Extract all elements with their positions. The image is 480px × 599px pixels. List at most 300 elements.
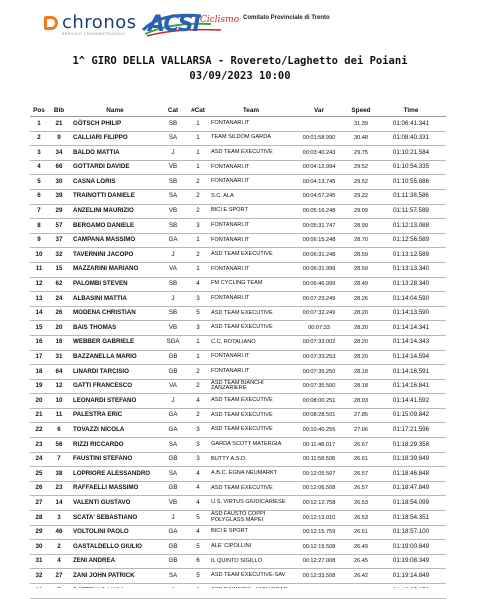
- cell-speed: 28.70: [346, 233, 376, 248]
- cell-time: 01:18:39.849: [376, 452, 446, 467]
- cell-var: 00:04:12.994: [292, 160, 346, 175]
- cell-catpos: 1: [186, 146, 210, 161]
- cell-team: FONTANARI.IT: [210, 365, 292, 380]
- race-date-time: 03/09/2023 10:00: [189, 70, 291, 82]
- cell-catpos: 4: [186, 277, 210, 292]
- acsi-ciclismo-text: Ciclismo: [200, 15, 240, 25]
- cell-speed: 29.09: [346, 204, 376, 219]
- cell-name: ZANI JOHN PATRICK: [70, 569, 160, 584]
- cell-cat: SB: [160, 306, 186, 321]
- cell-team: FONTANARI.IT: [210, 175, 292, 190]
- cell-speed: 29.75: [346, 146, 376, 161]
- cell-speed: 28.49: [346, 277, 376, 292]
- cell-pos: 13: [30, 292, 48, 307]
- cell-name: VOLTOLINI PAOLO: [70, 525, 160, 540]
- cell-team: BICI E SPORT: [210, 204, 292, 219]
- table-row: [30, 365, 446, 380]
- table-row: [30, 146, 446, 161]
- cell-var: 00:12:15.759: [292, 525, 346, 540]
- cell-team: ASD TEAM EXECUTIVE: [210, 423, 292, 438]
- cell-speed: 26.67: [346, 438, 376, 453]
- cell-catpos: 2: [186, 248, 210, 263]
- cell-speed: 26.53: [346, 511, 376, 526]
- cell-var: 00:06:15.248: [292, 233, 346, 248]
- cell-team: BICI E SPORT: [210, 525, 292, 540]
- cell-speed: 30.48: [346, 131, 376, 146]
- cell-cat: SB: [160, 219, 186, 234]
- cell-speed: 26.57: [346, 467, 376, 482]
- cell-pos: 8: [30, 219, 48, 234]
- cell-cat: GB: [160, 350, 186, 365]
- table-row: [30, 306, 446, 321]
- chronos-d-icon: [44, 16, 58, 30]
- cell-speed: 28.18: [346, 379, 376, 394]
- cell-time: 01:19:08.349: [376, 554, 446, 569]
- cell-bib: 14: [48, 496, 70, 511]
- cell-pos: 25: [30, 467, 48, 482]
- cell-time: 01:18:29.358: [376, 438, 446, 453]
- table-row: [30, 467, 446, 482]
- cell-name: TRAINOTTI DANIELE: [70, 189, 160, 204]
- cell-speed: 28.99: [346, 219, 376, 234]
- cell-catpos: 2: [186, 204, 210, 219]
- cell-catpos: 1: [186, 233, 210, 248]
- cell-catpos: 4: [186, 467, 210, 482]
- cell-time: 01:14:14.341: [376, 321, 446, 336]
- cell-time: 01:18:57.100: [376, 525, 446, 540]
- cell-bib: 11: [48, 408, 70, 423]
- cell-team: FONTANARI.IT: [210, 160, 292, 175]
- cell-cat: GA: [160, 423, 186, 438]
- cell-speed: 28.59: [346, 262, 376, 277]
- cell-pos: 24: [30, 452, 48, 467]
- cell-catpos: 3: [186, 452, 210, 467]
- cell-catpos: 3: [186, 423, 210, 438]
- cell-name: BALDO MATTIA: [70, 146, 160, 161]
- cell-catpos: 5: [186, 569, 210, 584]
- cell-team: ASD TEAM EXECUTIVE: [210, 306, 292, 321]
- cell-catpos: 3: [186, 292, 210, 307]
- col-header-var: Var: [292, 104, 346, 117]
- cell-name: MAZZARINI MARIANO: [70, 262, 160, 277]
- table-row: [30, 204, 446, 219]
- cell-time: 01:19:14.849: [376, 569, 446, 584]
- cell-team: FONTANARI.IT: [210, 219, 292, 234]
- cell-catpos: 3: [186, 321, 210, 336]
- cell-team: FONTANARI.IT: [210, 350, 292, 365]
- cell-bib: 66: [48, 160, 70, 175]
- cell-var: 00:12:06.508: [292, 481, 346, 496]
- cell-cat: SB: [160, 175, 186, 190]
- cell-speed: 28.20: [346, 350, 376, 365]
- cell-bib: 20: [48, 321, 70, 336]
- cell-time: 01:19:00.849: [376, 540, 446, 555]
- cell-time: 01:18:47.849: [376, 481, 446, 496]
- cell-cat: SA: [160, 189, 186, 204]
- cell-pos: 10: [30, 248, 48, 263]
- cell-cat: SB: [160, 117, 186, 132]
- cell-pos: 26: [30, 481, 48, 496]
- cell-cat: J: [160, 248, 186, 263]
- table-row: [30, 262, 446, 277]
- cell-speed: 28.20: [346, 335, 376, 350]
- cell-bib: 2: [48, 540, 70, 555]
- cell-catpos: 4: [186, 496, 210, 511]
- cell-pos: 1: [30, 117, 48, 132]
- cell-catpos: 1: [186, 335, 210, 350]
- table-row: [30, 292, 446, 307]
- cell-time: 01:15:09.842: [376, 408, 446, 423]
- cell-speed: 26.53: [346, 496, 376, 511]
- col-header-time: Time: [376, 104, 446, 117]
- cell-bib: 34: [48, 146, 70, 161]
- cell-bib: 26: [48, 306, 70, 321]
- cell-speed: 28.20: [346, 321, 376, 336]
- cell-name: PALOMBI STEVEN: [70, 277, 160, 292]
- table-row: [30, 277, 446, 292]
- cell-cat: SA: [160, 438, 186, 453]
- cell-catpos: 4: [186, 525, 210, 540]
- cell-name: ALBASINI MATTIA: [70, 292, 160, 307]
- cell-var: 00:12:33.508: [292, 569, 346, 584]
- col-header-catpos: #Cat: [186, 104, 210, 117]
- cell-team: S.C. ALA: [210, 189, 292, 204]
- table-row: [30, 394, 446, 409]
- cell-time: 01:13:12.589: [376, 248, 446, 263]
- cell-team: FM CYCLING TEAM: [210, 277, 292, 292]
- cell-bib: 32: [48, 248, 70, 263]
- cell-bib: 16: [48, 335, 70, 350]
- results-header-row: [30, 104, 446, 117]
- cell-var: 00:07:35.250: [292, 365, 346, 380]
- cell-time: 01:12:56.589: [376, 233, 446, 248]
- cell-catpos: 2: [186, 189, 210, 204]
- col-header-speed: Speed: [346, 104, 376, 117]
- cell-time: 01:08:40.331: [376, 131, 446, 146]
- cell-catpos: 5: [186, 306, 210, 321]
- cell-pos: 23: [30, 438, 48, 453]
- cell-var: 00:07:32.249: [292, 306, 346, 321]
- cell-var: 00:06:31.999: [292, 262, 346, 277]
- cell-time: 01:14:04.590: [376, 292, 446, 307]
- table-row: [30, 131, 446, 146]
- cell-speed: 28.18: [346, 365, 376, 380]
- cell-var: 00:12:05.507: [292, 467, 346, 482]
- cell-bib: 56: [48, 438, 70, 453]
- cell-team: U.S. VIRTUS GIUDICARIESE: [210, 496, 292, 511]
- cell-team: BUTTY A.S.D.: [210, 452, 292, 467]
- cell-pos: 18: [30, 365, 48, 380]
- cell-team: ASD TEAM EXECUTIVE: [210, 481, 292, 496]
- cell-team: FONTANARI.IT: [210, 117, 292, 132]
- chronos-logo: [44, 12, 137, 33]
- cell-team: ASD TEAM EXECUTIVE: [210, 408, 292, 423]
- table-row: [30, 248, 446, 263]
- cell-cat: SB: [160, 277, 186, 292]
- cell-catpos: 3: [186, 219, 210, 234]
- table-row: [30, 350, 446, 365]
- cell-team: TEAM SILDOM GARDA: [210, 131, 292, 146]
- cell-var: 00:07:33: [292, 321, 346, 336]
- cell-name: BERGAMO DANIELE: [70, 219, 160, 234]
- cell-var: 00:08:28.501: [292, 408, 346, 423]
- cell-time: 01:14:41.592: [376, 394, 446, 409]
- cell-time: 01:14:14.594: [376, 350, 446, 365]
- cell-team: ASD TEAM EXECUTIVE: [210, 321, 292, 336]
- cell-speed: 26.57: [346, 481, 376, 496]
- cell-cat: J: [160, 394, 186, 409]
- cell-cat: VA: [160, 379, 186, 394]
- cell-cat: GB: [160, 365, 186, 380]
- cell-var: [292, 117, 346, 132]
- cell-pos: 17: [30, 350, 48, 365]
- cell-cat: VB: [160, 204, 186, 219]
- cell-cat: GA: [160, 233, 186, 248]
- cell-cat: SA: [160, 467, 186, 482]
- cell-speed: 28.03: [346, 394, 376, 409]
- results-table: [30, 104, 446, 599]
- table-row: [30, 569, 446, 584]
- cell-bib: 64: [48, 365, 70, 380]
- cell-catpos: 4: [186, 394, 210, 409]
- cell-bib: 27: [48, 569, 70, 584]
- cell-pos: 2: [30, 131, 48, 146]
- cell-speed: 29.22: [346, 189, 376, 204]
- col-header-pos: Pos: [30, 104, 48, 117]
- cell-pos: 4: [30, 160, 48, 175]
- cell-bib: 12: [48, 379, 70, 394]
- cell-time: 01:14:16.591: [376, 365, 446, 380]
- cell-speed: 28.26: [346, 292, 376, 307]
- cell-var: 00:10:40.255: [292, 423, 346, 438]
- cell-var: 00:12:13.010: [292, 511, 346, 526]
- cell-time: 01:11:38.586: [376, 189, 446, 204]
- cell-name: TOVAZZI NICOLA: [70, 423, 160, 438]
- cell-bib: 62: [48, 277, 70, 292]
- cell-name: CALLIARI FILIPPO: [70, 131, 160, 146]
- table-row: [30, 160, 446, 175]
- cell-team: ASD TEAM EXECUTIVE: [210, 248, 292, 263]
- cell-speed: 28.59: [346, 248, 376, 263]
- cell-cat: SA: [160, 569, 186, 584]
- chronos-logo-text: chronos: [62, 12, 137, 33]
- cell-cat: GB: [160, 554, 186, 569]
- cell-cat: VB: [160, 496, 186, 511]
- cell-name: PALESTRA ERIC: [70, 408, 160, 423]
- cell-catpos: 1: [186, 117, 210, 132]
- cell-pos: 22: [30, 423, 48, 438]
- cell-pos: 20: [30, 394, 48, 409]
- cell-time: 01:10:21.584: [376, 146, 446, 161]
- cell-name: MODENA CHRISTIAN: [70, 306, 160, 321]
- cell-catpos: 1: [186, 350, 210, 365]
- cell-cat: GB: [160, 452, 186, 467]
- cell-name: GATTI FRANCESCO: [70, 379, 160, 394]
- cell-time: 01:14:13.590: [376, 306, 446, 321]
- cell-cat: J: [160, 146, 186, 161]
- cell-pos: 19: [30, 379, 48, 394]
- cell-bib: 38: [48, 467, 70, 482]
- cell-pos: 5: [30, 175, 48, 190]
- cell-name: TAVERNINI JACOPO: [70, 248, 160, 263]
- table-row: [30, 496, 446, 511]
- cell-bib: 30: [48, 175, 70, 190]
- cell-var: 00:03:40.243: [292, 146, 346, 161]
- cell-team: ASD TEAM EXECUTIVE-SAV: [210, 569, 292, 584]
- cell-name: FAUSTINI STEFANO: [70, 452, 160, 467]
- cell-var: 00:07:33.002: [292, 335, 346, 350]
- cell-team: IL QUINTO SIGILLO: [210, 554, 292, 569]
- cell-team: ASD FAUSTO COPPI POLYGLASS MAPEI: [210, 511, 292, 526]
- cell-pos: 28: [30, 511, 48, 526]
- cell-time: 01:17:21.596: [376, 423, 446, 438]
- table-row: [30, 321, 446, 336]
- cell-pos: 7: [30, 204, 48, 219]
- col-header-bib: Bib: [48, 104, 70, 117]
- cell-team: C.C. ROTALIANO: [210, 335, 292, 350]
- cell-catpos: 2: [186, 408, 210, 423]
- cell-cat: J: [160, 511, 186, 526]
- cell-catpos: 1: [186, 160, 210, 175]
- cell-name: BAZZANELLA MARIO: [70, 350, 160, 365]
- table-row: [30, 117, 446, 132]
- cell-team: ASD TEAM BIANCHI ZANZARIERE: [210, 379, 292, 394]
- col-header-team: Team: [210, 104, 292, 117]
- table-row: [30, 525, 446, 540]
- cell-name: CAMPANA MASSIMO: [70, 233, 160, 248]
- cell-bib: 23: [48, 481, 70, 496]
- cell-speed: 26.42: [346, 569, 376, 584]
- cell-cat: J: [160, 292, 186, 307]
- cell-team: FONTANARI.IT: [210, 233, 292, 248]
- chronos-tagline: SERVIZIO CRONOMETRAGGIO: [62, 32, 126, 36]
- cell-pos: 6: [30, 189, 48, 204]
- cell-bib: 10: [48, 394, 70, 409]
- cell-var: 00:07:35.500: [292, 379, 346, 394]
- cell-pos: 30: [30, 540, 48, 555]
- results-body: [30, 117, 446, 599]
- cell-name: WEBBER GABRIELE: [70, 335, 160, 350]
- cell-time: 01:12:13.088: [376, 219, 446, 234]
- race-title: 1^ GIRO DELLA VALLARSA - Rovereto/Laghetto dei Poiani: [72, 55, 408, 67]
- cell-team: A.B.C. EGNA NEUMARKT: [210, 467, 292, 482]
- cell-name: ZENI ANDREA: [70, 554, 160, 569]
- cell-var: 00:11:48.017: [292, 438, 346, 453]
- cell-var: 00:11:58.508: [292, 452, 346, 467]
- table-row: [30, 219, 446, 234]
- cell-catpos: 1: [186, 131, 210, 146]
- cell-pos: 16: [30, 335, 48, 350]
- col-header-name: Name: [70, 104, 160, 117]
- cell-bib: 4: [48, 554, 70, 569]
- table-row: [30, 335, 446, 350]
- cell-team: GARDA SCOTT MATERGIA: [210, 438, 292, 453]
- committee-name: Comitato Provinciale di Trento: [243, 15, 330, 21]
- table-row: [30, 408, 446, 423]
- cell-var: 00:06:46.999: [292, 277, 346, 292]
- cell-time: 01:18:54.099: [376, 496, 446, 511]
- cell-speed: 26.49: [346, 540, 376, 555]
- cell-pos: 21: [30, 408, 48, 423]
- cell-time: 01:18:54.351: [376, 511, 446, 526]
- cell-speed: 26.51: [346, 525, 376, 540]
- cell-var: 00:12:12.758: [292, 496, 346, 511]
- cell-name: RIZZI RICCARDO: [70, 438, 160, 453]
- cell-time: 01:18:46.848: [376, 467, 446, 482]
- cell-catpos: 3: [186, 438, 210, 453]
- cell-var: 00:01:58.990: [292, 131, 346, 146]
- cell-team: FONTANARI.IT: [210, 262, 292, 277]
- col-header-cat: Cat: [160, 104, 186, 117]
- cell-var: 00:04:57.245: [292, 189, 346, 204]
- cell-time: 01:10:55.086: [376, 175, 446, 190]
- cell-catpos: 2: [186, 175, 210, 190]
- cell-speed: 27.85: [346, 408, 376, 423]
- cell-speed: 27.06: [346, 423, 376, 438]
- cell-cat: SA: [160, 131, 186, 146]
- cell-pos: 31: [30, 554, 48, 569]
- cell-cat: GA: [160, 525, 186, 540]
- cell-team: ASD TEAM EXECUTIVE: [210, 146, 292, 161]
- table-row: [30, 423, 446, 438]
- cell-cat: GB: [160, 481, 186, 496]
- cell-pos: 14: [30, 306, 48, 321]
- cell-pos: 27: [30, 496, 48, 511]
- table-row: [30, 481, 446, 496]
- cell-time: 01:13:13.340: [376, 262, 446, 277]
- cell-cat: SGA: [160, 335, 186, 350]
- cell-pos: 9: [30, 233, 48, 248]
- cell-name: RAFFAELLI MASSIMO: [70, 481, 160, 496]
- cell-team: ASD TEAM EXECUTIVE: [210, 394, 292, 409]
- cell-speed: 26.61: [346, 452, 376, 467]
- cell-time: 01:14:14.343: [376, 335, 446, 350]
- cell-var: 00:08:00.251: [292, 394, 346, 409]
- cell-name: GÖTSCH PHILIP: [70, 117, 160, 132]
- cell-bib: 46: [48, 525, 70, 540]
- cell-bib: 9: [48, 131, 70, 146]
- cell-catpos: 5: [186, 540, 210, 555]
- cell-cat: VA: [160, 262, 186, 277]
- cell-catpos: 2: [186, 365, 210, 380]
- cell-name: LINARDI TARCISIO: [70, 365, 160, 380]
- table-row: [30, 540, 446, 555]
- cell-cat: VB: [160, 321, 186, 336]
- table-row: [30, 452, 446, 467]
- cell-speed: 29.52: [346, 175, 376, 190]
- table-row: [30, 554, 446, 569]
- page-bottom-edge: [0, 588, 480, 592]
- table-row: [30, 379, 446, 394]
- cell-bib: 7: [48, 452, 70, 467]
- cell-team: ALE' CIPOLLINI: [210, 540, 292, 555]
- cell-pos: 11: [30, 262, 48, 277]
- cell-bib: 6: [48, 423, 70, 438]
- cell-name: VALENTI GUSTAVO: [70, 496, 160, 511]
- cell-pos: 12: [30, 277, 48, 292]
- cell-speed: 31.39: [346, 117, 376, 132]
- cell-bib: 29: [48, 204, 70, 219]
- cell-team: FONTANARI.IT: [210, 292, 292, 307]
- cell-speed: 28.20: [346, 306, 376, 321]
- cell-name: LOPRIORE ALESSANDRO: [70, 467, 160, 482]
- cell-var: 00:07:33.253: [292, 350, 346, 365]
- cell-bib: 57: [48, 219, 70, 234]
- cell-var: 00:04:13.745: [292, 175, 346, 190]
- page-header: [0, 0, 480, 46]
- cell-name: SCATA' SEBASTIANO: [70, 511, 160, 526]
- cell-name: GOTTARDI DAVIDE: [70, 160, 160, 175]
